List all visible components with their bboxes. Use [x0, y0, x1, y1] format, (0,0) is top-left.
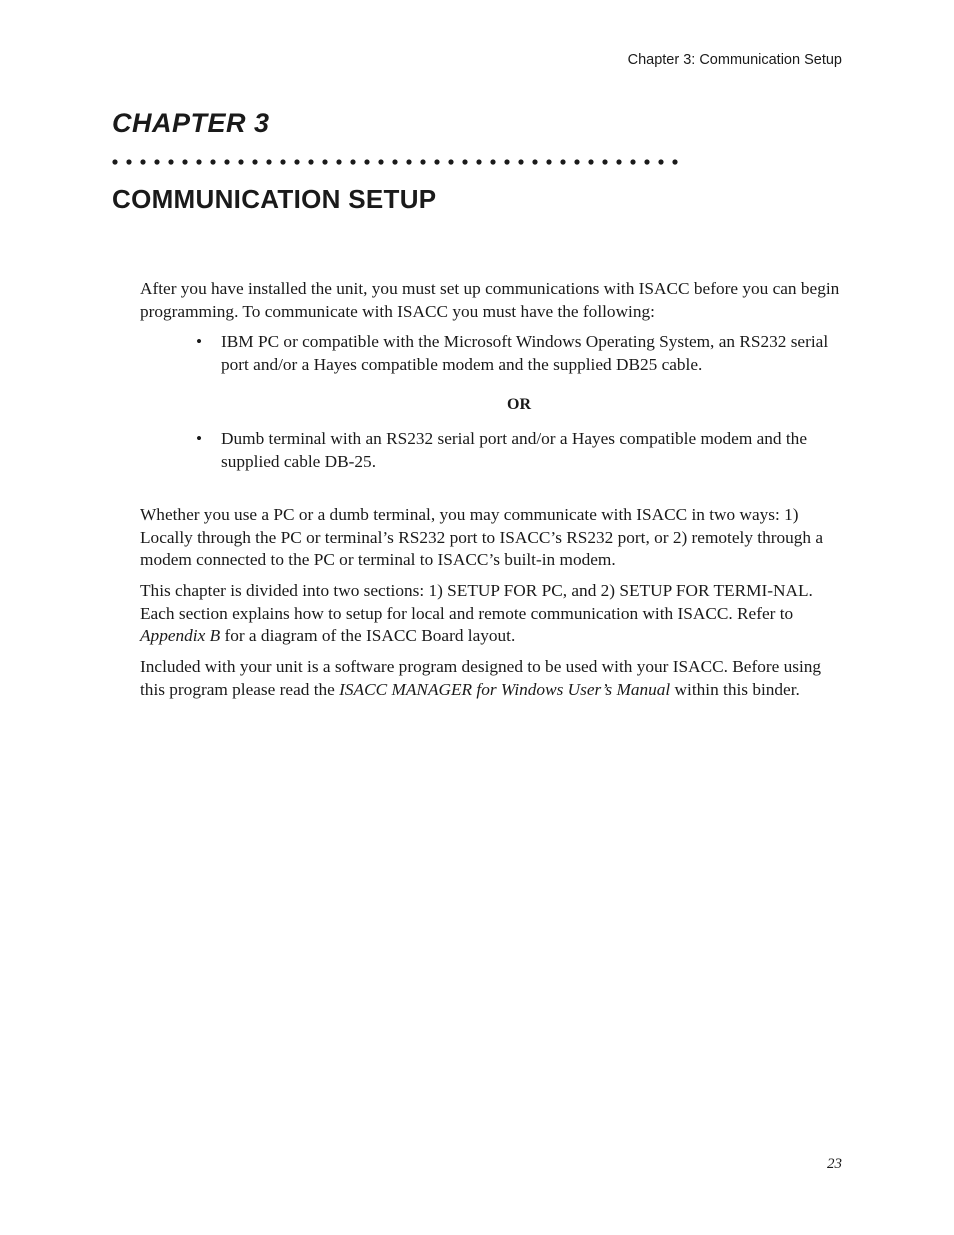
rule-dot [476, 159, 481, 164]
rule-dot [560, 159, 565, 164]
communication-ways-paragraph: Whether you use a PC or a dumb terminal, you may communicate with ISACC in two ways: 1) Locally through the PC or terminal’s RS232 port to ISACC’s RS232 port, or 2) remotely through a modem connected to the PC or terminal to ISACC’s built-in modem. [140, 505, 824, 569]
or-separator: OR [507, 396, 531, 413]
software-text-end: within this binder. [670, 679, 800, 699]
software-paragraph [140, 656, 845, 701]
sections-text-start: This chapter is divided into two sections: 1) SETUP FOR PC, and 2) SETUP FOR TERMI-NAL. Each section explains how to setup for local and remote communication with ISACC. Refer to [140, 581, 813, 623]
chapter-label: CHAPTER 3 [112, 108, 270, 138]
rule-dot [294, 159, 299, 164]
rule-dot [434, 159, 439, 164]
rule-dot [154, 159, 159, 164]
rule-dot [196, 159, 201, 164]
rule-dot [322, 159, 327, 164]
dotted-rule [112, 157, 678, 167]
rule-dot [112, 159, 117, 164]
rule-dot [630, 159, 635, 164]
rule-dot [644, 159, 649, 164]
rule-dot [140, 159, 145, 164]
rule-dot [490, 159, 495, 164]
rule-dot [308, 159, 313, 164]
rule-dot [448, 159, 453, 164]
rule-dot [672, 159, 677, 164]
rule-dot [406, 159, 411, 164]
rule-dot [462, 159, 467, 164]
rule-dot [518, 159, 523, 164]
rule-dot [602, 159, 607, 164]
rule-dot [280, 159, 285, 164]
rule-dot [364, 159, 369, 164]
rule-dot [238, 159, 243, 164]
intro-paragraph: After you have installed the unit, you must set up communications with ISACC before you can begin programming. To communicate with ISACC you must have the following: [140, 279, 840, 321]
rule-dot [574, 159, 579, 164]
rule-dot [266, 159, 271, 164]
rule-dot [588, 159, 593, 164]
rule-dot [224, 159, 229, 164]
rule-dot [504, 159, 509, 164]
chapter-title: COMMUNICATION SETUP [112, 184, 437, 214]
rule-dot [532, 159, 537, 164]
rule-dot [252, 159, 257, 164]
rule-dot [378, 159, 383, 164]
bullet-marker: • [196, 429, 203, 448]
rule-dot [336, 159, 341, 164]
requirement-text: Dumb terminal with an RS232 serial port and/or a Hayes compatible modem and the supplied cable DB-25. [221, 429, 807, 471]
sections-text-end: for a diagram of the ISACC Board layout. [220, 626, 516, 645]
appendix-reference: Appendix B [140, 626, 221, 645]
rule-dot [658, 159, 663, 164]
dotted-rule-graphic [112, 157, 678, 167]
software-text-start: Included with your unit is a software program designed to be used with your ISACC. Before using this program please read the [140, 657, 822, 699]
sections-paragraph [140, 580, 845, 648]
rule-dot [210, 159, 215, 164]
rule-dot [546, 159, 551, 164]
page-number: 23 [827, 1156, 842, 1172]
rule-dot [126, 159, 131, 164]
requirement-item-terminal [196, 428, 846, 473]
requirement-text: IBM PC or compatible with the Microsoft Windows Operating System, an RS232 serial port and/or a Hayes compatible modem and the supplied DB25 cable. [221, 332, 829, 374]
rule-dot [168, 159, 173, 164]
rule-dot [182, 159, 187, 164]
bullet-marker: • [196, 332, 203, 351]
manual-reference: ISACC MANAGER for Windows User’s Manual [339, 679, 671, 699]
rule-dot [616, 159, 621, 164]
rule-dot [350, 159, 355, 164]
rule-dot [420, 159, 425, 164]
running-head: Chapter 3: Communication Setup [627, 52, 842, 68]
requirement-item-pc [196, 331, 846, 376]
rule-dot [392, 159, 397, 164]
